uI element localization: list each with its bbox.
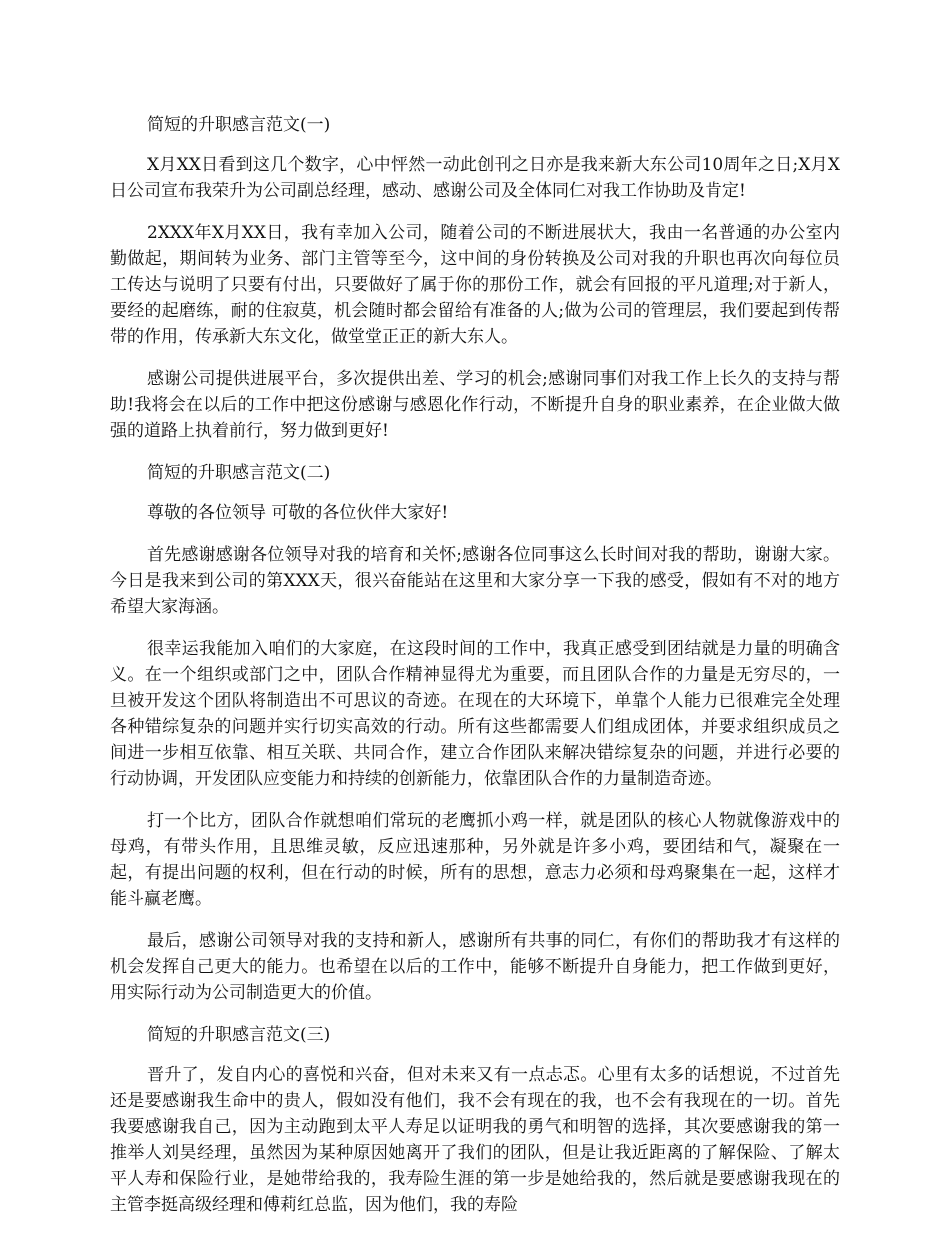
paragraph: 2XXX年X月XX日，我有幸加入公司，随着公司的不断进展状大，我由一名普通的办公室内勤做起，期间转为业务、部门主管等至今，这中间的身份转换及公司对我的升职也再次向每位员工传达与说明了只要有付出，只要做好了属于你的那份工作，就会有回报的平凡道理;对于新人，要经的起磨练，耐的住寂莫，机会随时都会留给有准备的人;做为公司的管理层，我们要起到传帮带的作用，传承新大东文化，做堂堂正正的新大东人。	[110, 223, 840, 347]
paragraph: 最后，感谢公司领导对我的支持和新人，感谢所有共事的同仁，有你们的帮助我才有这样的机会发挥自己更大的能力。也希望在以后的工作中，能够不断提升自身能力，把工作做到更好，用实际行动为公司制造更大的价值。	[110, 931, 840, 1003]
section-heading-2: 简短的升职感言范文(二)	[147, 463, 331, 483]
section-heading-1: 简短的升职感言范文(一)	[147, 115, 331, 135]
paragraph: 很幸运我能加入咱们的大家庭，在这段时间的工作中，我真正感受到团结就是力量的明确含义。在一个组织或部门之中，团队合作精神显得尤为重要，而且团队合作的力量是无穷尽的，一旦被开发这个团队将制造出不可思议的奇迹。在现在的大环境下，单靠个人能力已很难完全处理各种错综复杂的问题并实行切实高效的行动。所有这些都需要人们组成团体，并要求组织成员之间进一步相互依靠、相互关联、共同合作，建立合作团队来解决错综复杂的问题，并进行必要的行动协调，开发团队应变能力和持续的创新能力，依靠团队合作的力量制造奇迹。	[110, 639, 840, 789]
document-page	[110, 112, 840, 1234]
paragraph-greeting: 尊敬的各位领导 可敬的各位伙伴大家好!	[147, 503, 449, 523]
section-heading-3: 简短的升职感言范文(三)	[147, 1025, 331, 1045]
paragraph: 打一个比方，团队合作就想咱们常玩的老鹰抓小鸡一样，就是团队的核心人物就像游戏中的母鸡，有带头作用，且思维灵敏，反应迅速那种，另外就是许多小鸡，要团结和气，凝聚在一起，有提出问题的权利，但在行动的时候，所有的思想，意志力必须和母鸡聚集在一起，这样才能斗赢老鹰。	[110, 811, 840, 909]
paragraph: X月XX日看到这几个数字，心中怦然一动此创刊之日亦是我来新大东公司10周年之日;X月X日公司宣布我荣升为公司副总经理，感动、感谢公司及全体同仁对我工作协助及肯定!	[110, 155, 840, 201]
paragraph: 首先感谢感谢各位领导对我的培育和关怀;感谢各位同事这么长时间对我的帮助，谢谢大家。今日是我来到公司的第XXX天，很兴奋能站在这里和大家分享一下我的感受，假如有不对的地方希望大家海涵。	[110, 545, 840, 617]
paragraph: 晋升了，发自内心的喜悦和兴奋，但对未来又有一点忐忑。心里有太多的话想说，不过首先还是要感谢我生命中的贵人，假如没有他们，我不会有现在的我，也不会有我现在的一切。首先我要感谢我自己，因为主动跑到太平人寿足以证明我的勇气和明智的选择，其次要感谢我的第一推举人刘昊经理，虽然因为某种原因她离开了我们的团队，但是让我近距离的了解保险、了解太平人寿和保险行业，是她带给我的，我寿险生涯的第一步是她给我的，然后就是要感谢我现在的主管李挺高级经理和傅莉红总监，因为他们，我的寿险	[110, 1065, 840, 1215]
paragraph: 感谢公司提供进展平台，多次提供出差、学习的机会;感谢同事们对我工作上长久的支持与帮助!我将会在以后的工作中把这份感谢与感恩化作行动，不断提升自身的职业素养，在企业做大做强的道路上执着前行，努力做到更好!	[110, 369, 840, 441]
